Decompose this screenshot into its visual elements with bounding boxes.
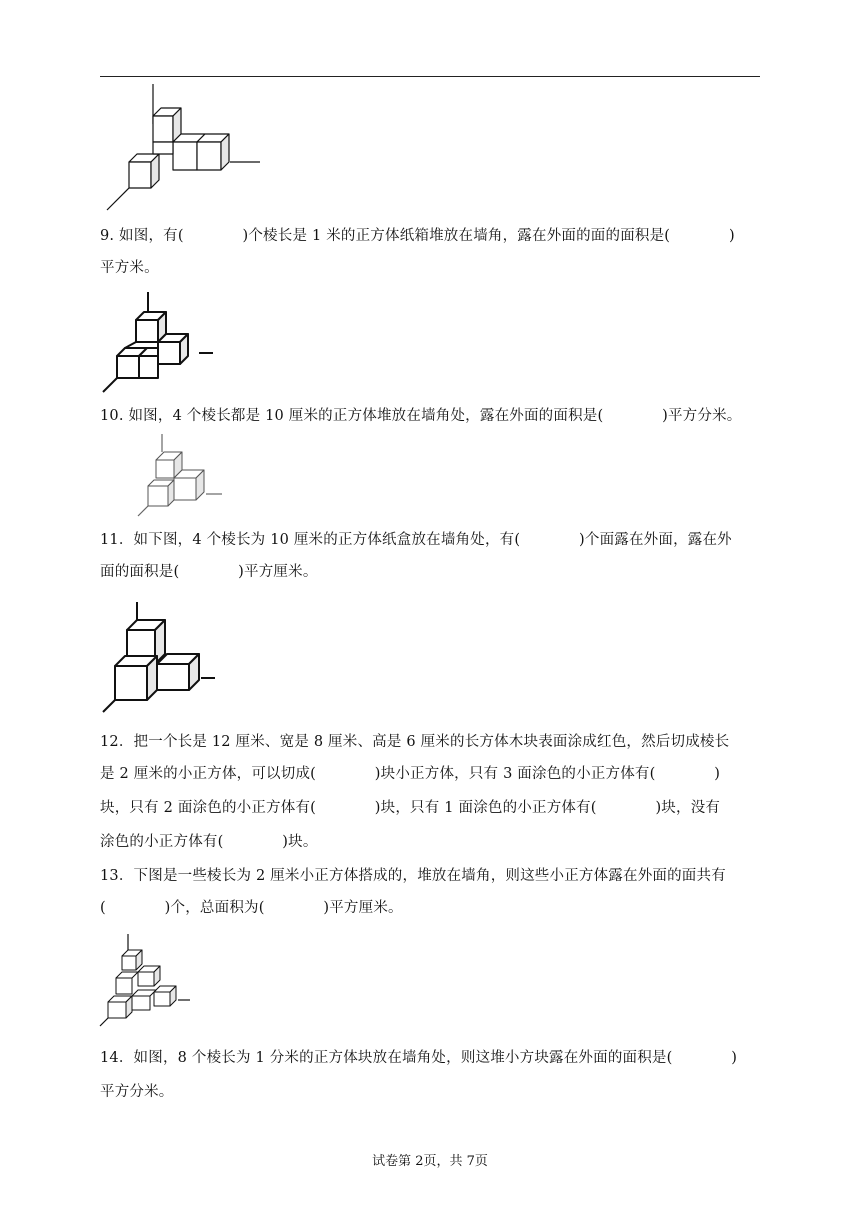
cube-figure-q13: [100, 934, 196, 1030]
cube-figure-q11: [103, 602, 223, 714]
page-footer: 试卷第 2页，共 7页: [372, 1154, 488, 1169]
question-14-line-1: 14．如图，8 个棱长为 1 分米的正方体块放在墙角处，则这堆小方块露在外面的面积是( ): [100, 1050, 738, 1066]
question-9-line-1: 9. 如图，有( )个棱长是 1 米的正方体纸箱堆放在墙角，露在外面的面的面积是( ): [100, 228, 735, 244]
question-14-line-2: 平方分米。: [100, 1084, 174, 1100]
question-13-line-2: ( )个，总面积为( )平方厘米。: [100, 900, 403, 916]
cube-stack-drawing: [100, 934, 196, 1030]
header-rule: [100, 76, 760, 77]
cube-stack-drawing: [103, 602, 223, 714]
cube-stack-drawing: [103, 290, 223, 400]
question-12-line-3: 块，只有 2 面涂色的小正方体有( )块，只有 1 面涂色的小正方体有( )块，没有: [100, 800, 721, 816]
cube-stack-drawing: [105, 84, 265, 214]
question-9-line-2: 平方米。: [100, 260, 159, 276]
question-12-line-4: 涂色的小正方体有( )块。: [100, 834, 318, 850]
question-11-line-2: 面的面积是( )平方厘米。: [100, 564, 318, 580]
cube-figure-q9: [103, 290, 223, 400]
question-11-line-1: 11．如下图，4 个棱长为 10 厘米的正方体纸盒放在墙角处，有( )个面露在外面，露在外: [100, 532, 732, 548]
question-10-line-1: 10. 如图，4 个棱长都是 10 厘米的正方体堆放在墙角处，露在外面的面积是( )平方分米。: [100, 408, 742, 424]
cube-figure-q10: [138, 434, 228, 520]
cube-stack-drawing: [138, 434, 228, 520]
question-12-line-1: 12．把一个长是 12 厘米、宽是 8 厘米、高是 6 厘米的长方体木块表面涂成红色，然后切成棱长: [100, 734, 730, 750]
question-12-line-2: 是 2 厘米的小正方体，可以切成( )块小正方体，只有 3 面涂色的小正方体有( ): [100, 766, 721, 782]
cube-figure-q8: [105, 84, 265, 214]
question-13-line-1: 13．下图是一些棱长为 2 厘米小正方体搭成的，堆放在墙角，则这些小正方体露在外面的面共有: [100, 868, 726, 884]
